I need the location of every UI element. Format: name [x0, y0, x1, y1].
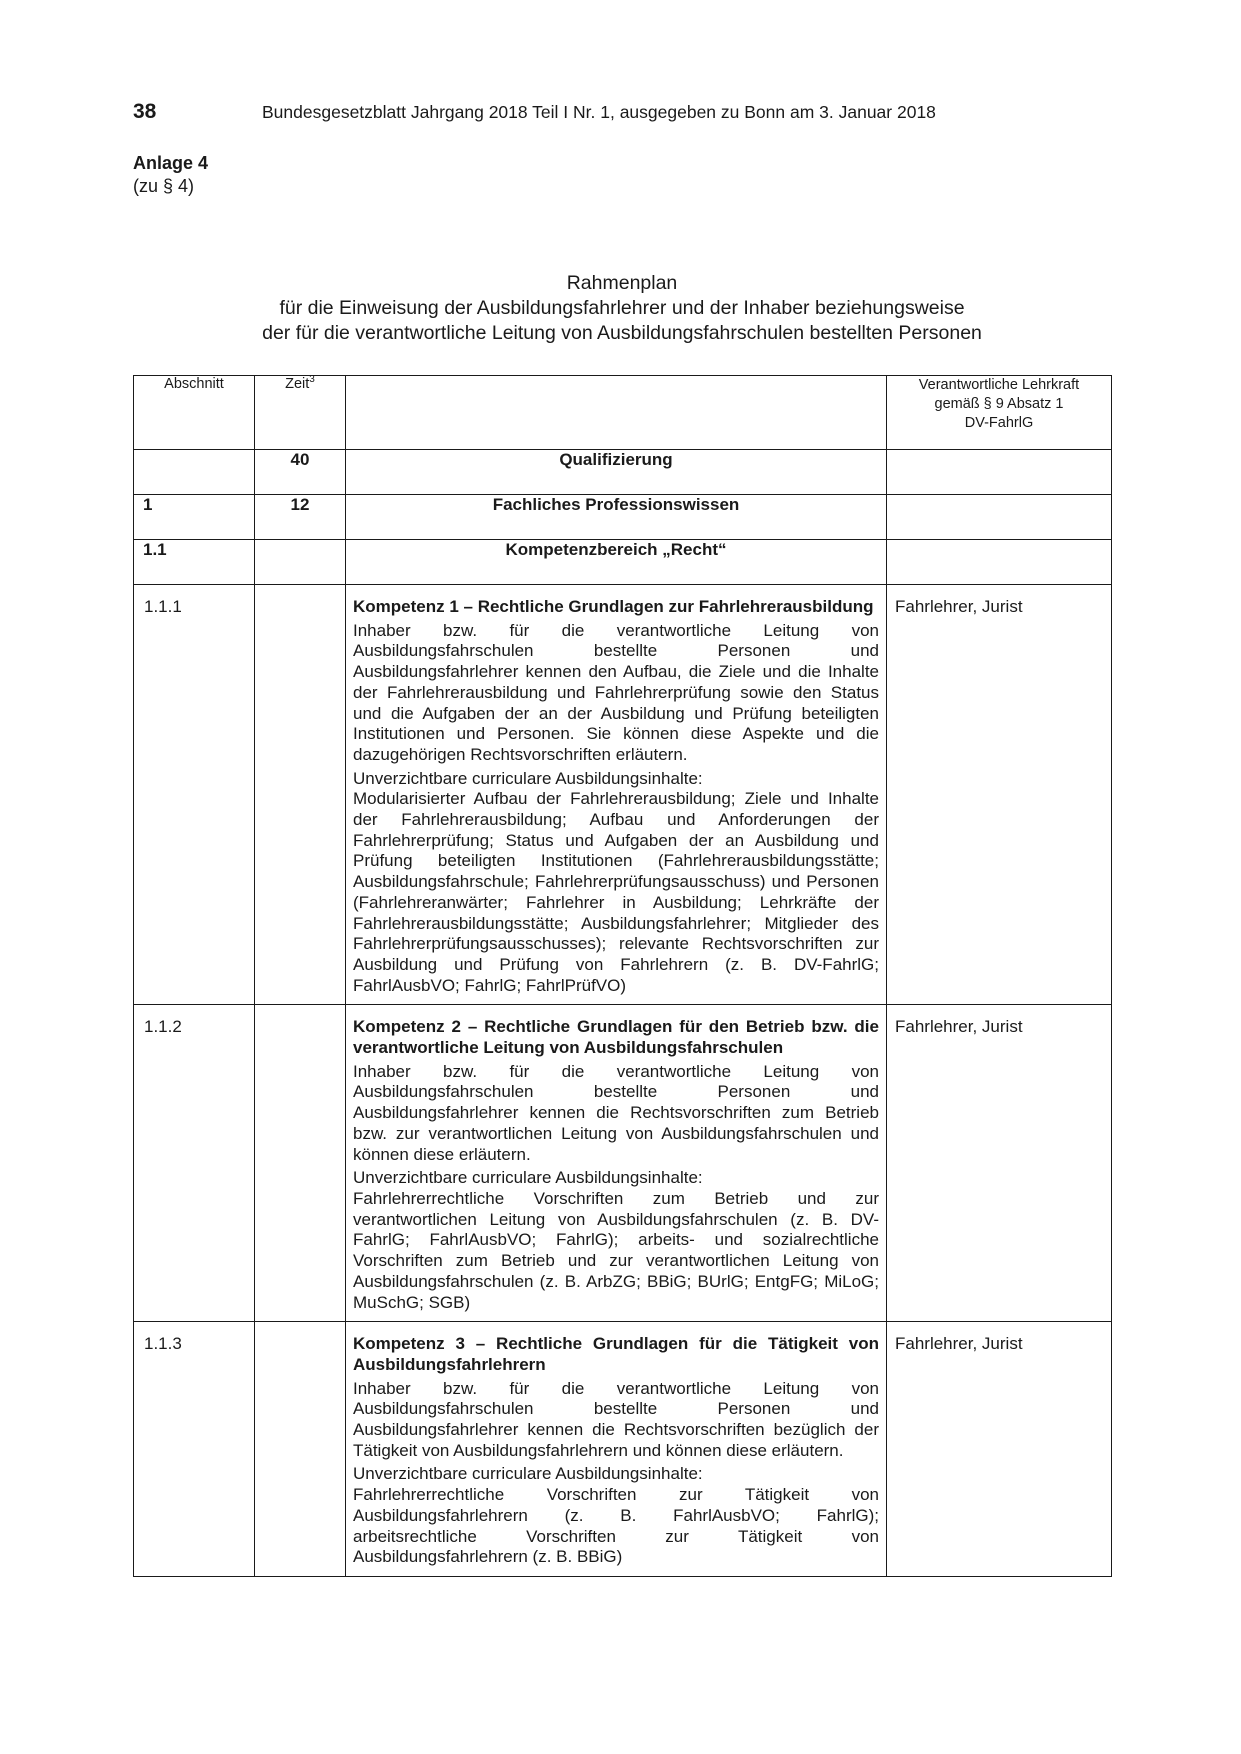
table-row [134, 1005, 1112, 1322]
table-header-row [134, 376, 1112, 450]
document-title-line: für die Einweisung der Ausbildungsfahrlehrer und der Inhaber beziehungsweise [279, 297, 965, 319]
table-row [134, 495, 1112, 540]
page-number: 38 [133, 100, 157, 123]
header-abschnitt: Abschnitt [134, 376, 255, 450]
curricula-content: Fahrlehrerrechtliche Vorschriften zur Tätigkeit von Ausbildungsfahrlehrern (z. B. FahrlAusbVO; FahrlG); arbeitsrechtliche Vorschriften zur Tätigkeit von Ausbildungsfahrlehrern (z. B. BBiG) [353, 1485, 879, 1567]
cell-lehrkraft: Fahrlehrer, Jurist [887, 1322, 1112, 1577]
header-zeit-label: Zeit [285, 376, 310, 392]
cell-abschnitt: 1.1.2 [134, 1005, 255, 1322]
cell-zeit [255, 585, 346, 1005]
document-title-line: der für die verantwortliche Leitung von Ausbildungsfahrschulen bestellten Personen [262, 322, 982, 344]
table-row [134, 585, 1112, 1005]
cell-lehrkraft [887, 450, 1112, 495]
header-lehrkraft-line: DV-FahrlG [964, 415, 1034, 431]
cell-lehrkraft: Fahrlehrer, Jurist [887, 585, 1112, 1005]
cell-section-title: Fachliches Professionswissen [346, 495, 887, 540]
cell-zeit [255, 1005, 346, 1322]
table-row [134, 1322, 1112, 1577]
table-row [134, 540, 1112, 585]
cell-lehrkraft: Fahrlehrer, Jurist [887, 1005, 1112, 1322]
cell-zeit [255, 1322, 346, 1577]
header-lehrkraft-line: gemäß § 9 Absatz 1 [934, 396, 1064, 412]
cell-section-title: Kompetenzbereich „Recht“ [346, 540, 887, 585]
competence-description: Inhaber bzw. für die verantwortliche Leitung von Ausbildungsfahrschulen bestellte Personen und Ausbildungsfahrlehrer kennen die Rechtsvorschriften zum Betrieb bzw. zur verantwortlichen Leitung von Ausbildungsfahrschulen und können diese erläutern. [353, 1061, 879, 1164]
competence-title: Kompetenz 3 – Rechtliche Grundlagen für die Tätigkeit von Ausbildungsfahrlehrern [353, 1334, 879, 1374]
framework-plan-table [133, 375, 1112, 1577]
competence-description: Inhaber bzw. für die verantwortliche Leitung von Ausbildungsfahrschulen bestellte Personen und Ausbildungsfahrlehrer kennen die Rechtsvorschriften bezüglich der Tätigkeit von Ausbildungsfahrlehrern und können diese erläutern. [353, 1378, 879, 1460]
cell-zeit [255, 540, 346, 585]
header-zeit [255, 376, 346, 450]
cell-abschnitt: 1 [134, 495, 255, 540]
curricula-label: Unverzichtbare curriculare Ausbildungsinhalte: [353, 1168, 703, 1188]
header-content [346, 376, 887, 450]
curricula-content: Fahrlehrerrechtliche Vorschriften zum Betrieb und zur verantwortlichen Leitung von Ausbildungsfahrschulen (z. B. DV-FahrlG; FahrlAusbVO; FahrlG); arbeits- und sozialrechtliche Vorschriften zum Betrieb und zur verantwortlichen Leitung von Ausbildungsfahrschulen (z. B. ArbZG; BBiG; BUrlG; EntgFG; MiLoG; MuSchG; SGB) [353, 1188, 879, 1312]
header-lehrkraft-line: Verantwortliche Lehrkraft [918, 377, 1080, 393]
cell-section-title: Qualifizierung [346, 450, 887, 495]
cell-competence [346, 585, 887, 1005]
document-title [133, 271, 1111, 346]
annex-reference: (zu § 4) [133, 176, 195, 196]
header-lehrkraft [887, 376, 1112, 450]
cell-lehrkraft [887, 540, 1112, 585]
footnote-marker: 3 [309, 374, 315, 386]
running-header: Bundesgesetzblatt Jahrgang 2018 Teil I Nr. 1, ausgegeben zu Bonn am 3. Januar 2018 [262, 102, 936, 122]
cell-abschnitt [134, 450, 255, 495]
cell-abschnitt: 1.1 [134, 540, 255, 585]
table-row [134, 450, 1112, 495]
cell-abschnitt: 1.1.1 [134, 585, 255, 1005]
cell-competence [346, 1005, 887, 1322]
competence-title: Kompetenz 1 – Rechtliche Grundlagen zur Fahrlehrerausbildung [353, 597, 874, 616]
cell-lehrkraft [887, 495, 1112, 540]
cell-zeit: 12 [255, 495, 346, 540]
cell-abschnitt: 1.1.3 [134, 1322, 255, 1577]
curricula-content: Modularisierter Aufbau der Fahrlehrerausbildung; Ziele und Inhalte der Fahrlehrerausbildung; Aufbau und Anforderungen der Fahrlehrerprüfung; Status und Aufgaben der an Ausbildung und Prüfung beteiligten Institutionen (Fahrlehrerausbildungsstätte; Ausbildungsfahrschule; Fahrlehrerprüfungsausschuss) und Personen (Fahrlehreranwärter; Fahrlehrer in Ausbildung; Lehrkräfte der Fahrlehrerausbildungsstätte; Ausbildungsfahrlehrer; Mitglieder des Fahrlehrerprüfungsausschusses); relevante Rechtsvorschriften zur Ausbildung und Prüfung von Fahrlehrern (z. B. DV-FahrlG; FahrlAusbVO; FahrlG; FahrlPrüfVO) [353, 789, 879, 995]
competence-description: Inhaber bzw. für die verantwortliche Leitung von Ausbildungsfahrschulen bestellte Personen und Ausbildungsfahrlehrer kennen den Aufbau, die Ziele und die Inhalte der Fahrlehrerausbildung und Fahrlehrerprüfung sowie den Status und die Aufgaben der an der Ausbildung und Prüfung beteiligten Institutionen und Personen. Sie können diese Aspekte und die dazugehörigen Rechtsvorschriften erläutern. [353, 620, 879, 764]
cell-zeit: 40 [255, 450, 346, 495]
curricula-label: Unverzichtbare curriculare Ausbildungsinhalte: [353, 1464, 703, 1484]
curricula-label: Unverzichtbare curriculare Ausbildungsinhalte: [353, 768, 703, 788]
annex-title: Anlage 4 [133, 153, 209, 173]
document-title-line: Rahmenplan [566, 272, 678, 294]
competence-title: Kompetenz 2 – Rechtliche Grundlagen für den Betrieb bzw. die verantwortliche Leitung von Ausbildungsfahrschulen [353, 1017, 879, 1058]
annex-label [133, 152, 208, 198]
cell-competence [346, 1322, 887, 1577]
